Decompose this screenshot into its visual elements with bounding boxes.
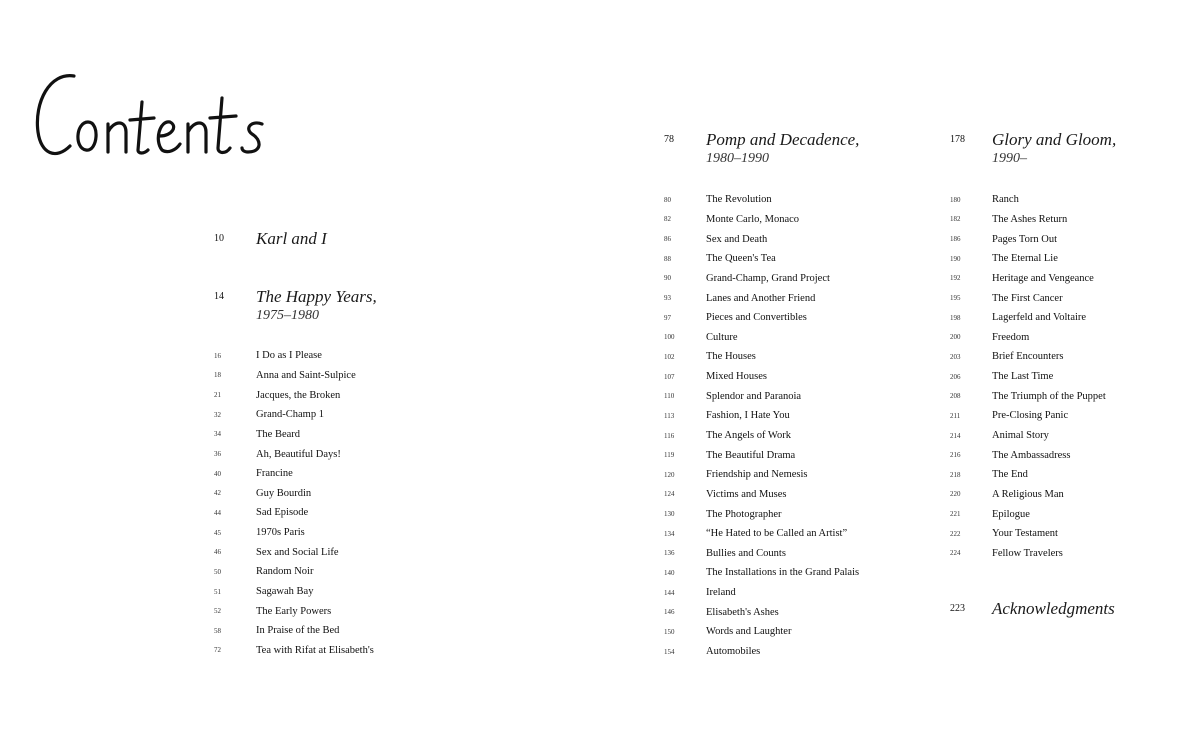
entry-title: The Beard (256, 428, 301, 440)
entry-page-number: 58 (214, 626, 221, 635)
entry-title: Victims and Muses (706, 488, 787, 500)
entry-title: Fellow Travelers (992, 547, 1063, 559)
section-glory-and-gloom[interactable] (950, 130, 1116, 168)
entry-page-number: 195 (950, 294, 961, 303)
entry-title: Heritage and Vengeance (992, 272, 1094, 284)
entry-title: Tea with Rifat at Elisabeth's (256, 644, 374, 656)
entry-page-number: 190 (950, 254, 961, 263)
section-karl-and-i[interactable] (214, 229, 327, 249)
entry-title: Lagerfeld and Voltaire (992, 312, 1087, 324)
entry-title: Grand-Champ 1 (256, 409, 324, 421)
chapter-entry[interactable] (214, 464, 374, 484)
chapter-entry[interactable] (664, 269, 859, 289)
entry-title: The Revolution (706, 194, 772, 206)
section-pomp-and-decadence[interactable] (664, 130, 859, 168)
entry-title: The Ashes Return (992, 213, 1068, 225)
chapter-entry[interactable] (214, 366, 374, 386)
chapter-entry[interactable] (664, 583, 859, 603)
chapter-entry[interactable] (664, 524, 859, 544)
entry-title: The Eternal Lie (992, 253, 1058, 265)
entry-title: Pages Torn Out (992, 233, 1057, 245)
entry-page-number: 130 (664, 510, 675, 519)
entry-page-number: 140 (664, 568, 675, 577)
chapter-entry[interactable] (664, 544, 859, 564)
entry-page-number: 42 (214, 489, 221, 498)
entry-title: A Religious Man (992, 488, 1064, 500)
chapter-entry[interactable] (664, 249, 859, 269)
chapter-entry[interactable] (664, 504, 859, 524)
section-title: Pomp and Decadence, (706, 130, 860, 149)
entry-title: Pre-Closing Panic (992, 410, 1069, 422)
chapter-entry[interactable] (950, 347, 1106, 367)
entry-title: Freedom (992, 331, 1030, 343)
entry-page-number: 203 (950, 352, 961, 361)
entry-title: Ah, Beautiful Days! (256, 448, 341, 460)
chapter-entry[interactable] (664, 308, 859, 328)
chapter-entry[interactable] (664, 602, 859, 622)
entry-title: Friendship and Nemesis (706, 469, 808, 481)
entry-title: The Ambassadress (992, 449, 1071, 461)
chapter-entry[interactable] (664, 485, 859, 505)
entry-page-number: 90 (664, 274, 671, 283)
entry-page-number: 144 (664, 588, 675, 597)
entry-page-number: 16 (214, 351, 221, 360)
entry-title: The First Cancer (992, 292, 1063, 304)
entry-title: The End (992, 469, 1028, 481)
chapter-entry[interactable] (950, 308, 1106, 328)
entry-title: The Beautiful Drama (706, 449, 796, 461)
entry-title: “He Hated to be Called an Artist” (706, 528, 848, 540)
chapter-entry[interactable] (664, 426, 859, 446)
chapter-entry[interactable] (214, 405, 374, 425)
entry-page-number: 88 (664, 254, 671, 263)
entry-title: Mixed Houses (706, 371, 767, 383)
chapter-entry[interactable] (214, 641, 374, 661)
entry-page-number: 50 (214, 567, 221, 576)
entry-page-number: 211 (950, 411, 961, 420)
chapter-entry[interactable] (950, 544, 1106, 564)
entry-title: The Triumph of the Puppet (992, 390, 1106, 402)
entry-page-number: 93 (664, 294, 671, 303)
entry-page-number: 186 (950, 235, 961, 244)
entry-title: The Last Time (992, 371, 1054, 383)
entry-page-number: 220 (950, 490, 961, 499)
chapter-entry[interactable] (664, 406, 859, 426)
entry-page-number: 221 (950, 510, 961, 519)
chapter-entry[interactable] (214, 542, 374, 562)
chapter-entry[interactable] (664, 622, 859, 642)
chapter-entry[interactable] (664, 210, 859, 230)
entry-page-number: 134 (664, 529, 675, 538)
entry-page-number: 80 (664, 195, 671, 204)
chapter-entry[interactable] (214, 601, 374, 621)
chapter-entry[interactable] (950, 210, 1106, 230)
chapter-entry[interactable] (214, 385, 374, 405)
entry-page-number: 182 (950, 215, 961, 224)
entry-page-number: 100 (664, 333, 675, 342)
entry-title: Sex and Death (706, 233, 768, 245)
section-subtitle: 1980–1990 (706, 151, 769, 166)
entry-title: The Houses (706, 351, 756, 363)
entry-page-number: 45 (214, 528, 221, 537)
entry-title: Elisabeth's Ashes (706, 606, 779, 618)
entry-title: Culture (706, 331, 738, 343)
chapter-entry[interactable] (214, 444, 374, 464)
entry-title: The Installations in the Grand Palais (706, 567, 860, 579)
entry-page-number: 44 (214, 508, 221, 517)
chapter-entry[interactable] (214, 346, 374, 366)
entry-page-number: 224 (950, 549, 961, 558)
entry-title: Guy Bourdin (256, 487, 312, 499)
entry-page-number: 32 (214, 410, 221, 419)
entry-page-number: 107 (664, 372, 675, 381)
section-page-number: 78 (664, 134, 674, 145)
section-title: Karl and I (256, 229, 327, 248)
section-happy-years[interactable] (214, 287, 377, 325)
chapter-entry[interactable] (950, 288, 1106, 308)
entry-page-number: 120 (664, 470, 675, 479)
entry-title: Francine (256, 468, 293, 480)
entry-page-number: 113 (664, 411, 675, 420)
entry-title: Anna and Saint-Sulpice (256, 369, 356, 381)
entry-title: Pieces and Convertibles (706, 312, 807, 324)
entry-title: Monte Carlo, Monaco (706, 213, 800, 225)
entry-title: Automobiles (706, 646, 761, 658)
entry-title: Lanes and Another Friend (706, 292, 816, 304)
entry-page-number: 110 (664, 392, 675, 401)
entry-title: Sagawah Bay (256, 586, 314, 597)
section-acknowledgments[interactable] (950, 599, 1115, 619)
entry-page-number: 72 (214, 646, 221, 655)
section-title: The Happy Years, (256, 287, 377, 306)
chapter-entry[interactable] (664, 288, 859, 308)
section-subtitle: 1990– (992, 151, 1027, 166)
entry-title: I Do as I Please (256, 350, 322, 362)
entry-title: Splendor and Paranoia (706, 390, 802, 402)
entry-title: 1970s Paris (256, 527, 305, 539)
chapter-entry[interactable] (950, 269, 1106, 289)
entry-page-number: 206 (950, 372, 961, 381)
chapter-entry[interactable] (950, 504, 1106, 524)
section-title: Glory and Gloom, (992, 130, 1117, 149)
chapter-entry[interactable] (214, 523, 374, 543)
section-title: Acknowledgments (992, 599, 1115, 618)
entry-page-number: 21 (214, 391, 221, 400)
entry-title: Animal Story (992, 430, 1049, 441)
entry-page-number: 198 (950, 313, 961, 322)
chapter-entry[interactable] (664, 347, 859, 367)
section-page-number: 178 (950, 134, 965, 145)
chapter-entry[interactable] (664, 229, 859, 249)
entry-title: Fashion, I Hate You (706, 410, 790, 422)
section-page-number: 14 (214, 291, 224, 302)
entry-title: Ireland (706, 587, 736, 599)
entry-title: Sad Episode (256, 507, 309, 519)
chapter-entry[interactable] (664, 642, 859, 662)
entry-page-number: 36 (214, 450, 221, 459)
entry-page-number: 218 (950, 470, 961, 479)
entry-page-number: 116 (664, 431, 675, 440)
entry-page-number: 222 (950, 529, 961, 538)
entry-title: Sex and Social Life (256, 546, 339, 558)
entry-title: Bullies and Counts (706, 547, 786, 559)
entry-page-number: 200 (950, 333, 961, 342)
chapter-entry[interactable] (664, 445, 859, 465)
entry-page-number: 18 (214, 371, 221, 380)
chapter-list-col3 (950, 190, 1106, 563)
entry-page-number: 34 (214, 430, 221, 439)
entry-title: Brief Encounters (992, 351, 1064, 363)
entry-title: The Early Powers (256, 605, 332, 617)
chapter-entry[interactable] (664, 190, 859, 210)
chapter-entry[interactable] (664, 386, 859, 406)
chapter-entry[interactable] (214, 582, 374, 602)
entry-page-number: 46 (214, 548, 221, 557)
chapter-entry[interactable] (950, 426, 1106, 446)
chapter-entry[interactable] (950, 485, 1106, 505)
section-page-number: 10 (214, 233, 224, 244)
entry-title: Words and Laughter (706, 626, 792, 638)
entry-page-number: 86 (664, 235, 671, 244)
entry-page-number: 216 (950, 451, 961, 460)
entry-page-number: 124 (664, 490, 675, 499)
entry-title: Jacques, the Broken (256, 389, 341, 401)
handwritten-title-graphic (30, 62, 280, 172)
section-subtitle: 1975–1980 (256, 308, 319, 323)
chapter-entry[interactable] (664, 327, 859, 347)
chapter-entry[interactable] (950, 445, 1106, 465)
entry-page-number: 97 (664, 313, 671, 322)
entry-page-number: 154 (664, 647, 675, 656)
entry-title: Random Noir (256, 566, 314, 578)
entry-title: Your Testament (992, 528, 1058, 540)
entry-page-number: 214 (950, 431, 961, 440)
chapter-entry[interactable] (664, 563, 859, 583)
entry-title: The Photographer (706, 508, 782, 520)
entry-page-number: 119 (664, 451, 675, 460)
entry-title: Epilogue (992, 508, 1030, 520)
entry-page-number: 82 (664, 215, 671, 224)
entry-page-number: 136 (664, 549, 675, 558)
chapter-entry[interactable] (214, 483, 374, 503)
chapter-entry[interactable] (664, 367, 859, 387)
entry-page-number: 102 (664, 352, 675, 361)
chapter-entry[interactable] (950, 386, 1106, 406)
entry-page-number: 192 (950, 274, 961, 283)
chapter-entry[interactable] (214, 621, 374, 641)
chapter-entry[interactable] (950, 406, 1106, 426)
page-title (30, 62, 280, 172)
chapter-entry[interactable] (950, 229, 1106, 249)
entry-page-number: 146 (664, 608, 675, 617)
chapter-entry[interactable] (950, 465, 1106, 485)
chapter-list-col1 (214, 346, 374, 660)
chapter-entry[interactable] (214, 562, 374, 582)
entry-title: The Angels of Work (706, 430, 791, 441)
chapter-entry[interactable] (950, 190, 1106, 210)
entry-page-number: 208 (950, 392, 961, 401)
entry-page-number: 150 (664, 627, 675, 636)
entry-title: Ranch (992, 194, 1019, 206)
chapter-entry[interactable] (950, 327, 1106, 347)
chapter-entry[interactable] (950, 367, 1106, 387)
entry-page-number: 40 (214, 469, 221, 478)
section-page-number: 223 (950, 603, 965, 614)
chapter-entry[interactable] (950, 524, 1106, 544)
chapter-list-col2 (664, 190, 859, 661)
chapter-entry[interactable] (214, 503, 374, 523)
entry-page-number: 180 (950, 195, 961, 204)
chapter-entry[interactable] (950, 249, 1106, 269)
entry-title: Grand-Champ, Grand Project (706, 272, 830, 284)
entry-page-number: 51 (214, 587, 221, 596)
entry-title: The Queen's Tea (706, 253, 776, 265)
entry-page-number: 52 (214, 607, 221, 616)
chapter-entry[interactable] (664, 465, 859, 485)
chapter-entry[interactable] (214, 425, 374, 445)
entry-title: In Praise of the Bed (256, 625, 340, 637)
